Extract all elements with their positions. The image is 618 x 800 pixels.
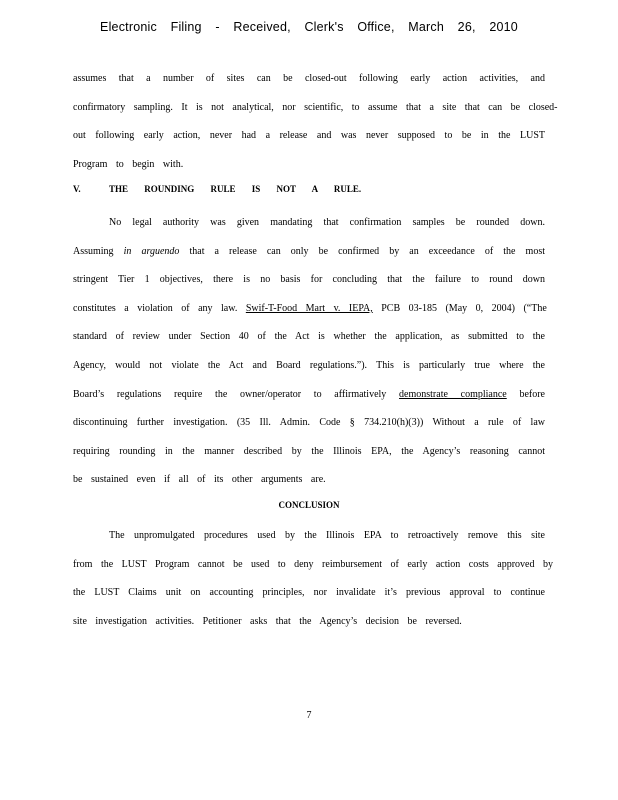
text-line: confirmatory sampling. It is not analytical, nor scientific, to assume that a site that can be closed- (73, 101, 558, 113)
paragraph-rounding-rule (73, 209, 545, 495)
paragraph-continuation (73, 65, 558, 179)
text-segment: Assuming (73, 245, 124, 257)
text-line: from the LUST Program cannot be used to deny reimbursement of early action costs approved by (73, 558, 553, 570)
text-line: The unpromulgated procedures used by the Illinois EPA to retroactively remove this site (109, 530, 545, 541)
text-line: site investigation activities. Petitioner asks that the Agency’s decision be reversed. (73, 615, 462, 627)
text-line: out following early action, never had a release and was never supposed to be in the LUST (73, 130, 545, 142)
italic-term: in arguendo (123, 245, 180, 257)
text-line: No legal authority was given mandating that confirmation samples be rounded down. (109, 217, 545, 228)
text-line: discontinuing further investigation. (35 Ill. Admin. Code § 734.210(h)(3)) Without a rule of law (73, 417, 545, 429)
filing-stamp-header: Electronic Filing - Received, Clerk's Office, March 26, 2010 (100, 20, 518, 34)
text-line: be sustained even if all of its other arguments are. (73, 474, 326, 486)
text-line: Program to begin with. (73, 158, 184, 170)
text-line: stringent Tier 1 objectives, there is no basis for concluding that the failure to round down (73, 274, 545, 286)
text-line (73, 238, 545, 267)
text-line: requiring rounding in the manner described by the Illinois EPA, the Agency’s reasoning cannot (73, 445, 545, 457)
section-number: V. (73, 184, 81, 194)
text-line: Agency, would not violate the Act and Board regulations.”). This is particularly true where the (73, 359, 545, 371)
text-segment: that a release can only be confirmed by an exceedance of the most (179, 245, 545, 257)
text-line: the LUST Claims unit on accounting principles, nor invalidate it’s previous approval to continue (73, 587, 545, 599)
text-segment: Board’s regulations require the owner/operator to affirmatively (73, 388, 400, 400)
text-line: standard of review under Section 40 of the Act is whether the application, as submitted to the (73, 331, 545, 343)
section-title: THE ROUNDING RULE IS NOT A RULE. (109, 184, 362, 194)
case-citation: Swif-T-Food Mart v. IEPA, (245, 302, 373, 314)
text-segment: before (506, 388, 545, 400)
section-heading (73, 184, 361, 194)
text-segment: constitutes a violation of any law. (73, 302, 246, 314)
paragraph-conclusion (73, 522, 553, 636)
text-line (73, 295, 545, 324)
text-line: assumes that a number of sites can be closed-out following early action activities, and (73, 73, 545, 84)
conclusion-heading: CONCLUSION (278, 500, 340, 510)
text-segment: PCB 03-185 (May 0, 2004) (“The (372, 302, 547, 314)
underlined-phrase: demonstrate compliance (399, 388, 507, 400)
text-line (73, 381, 545, 410)
page-number: 7 (306, 710, 312, 721)
